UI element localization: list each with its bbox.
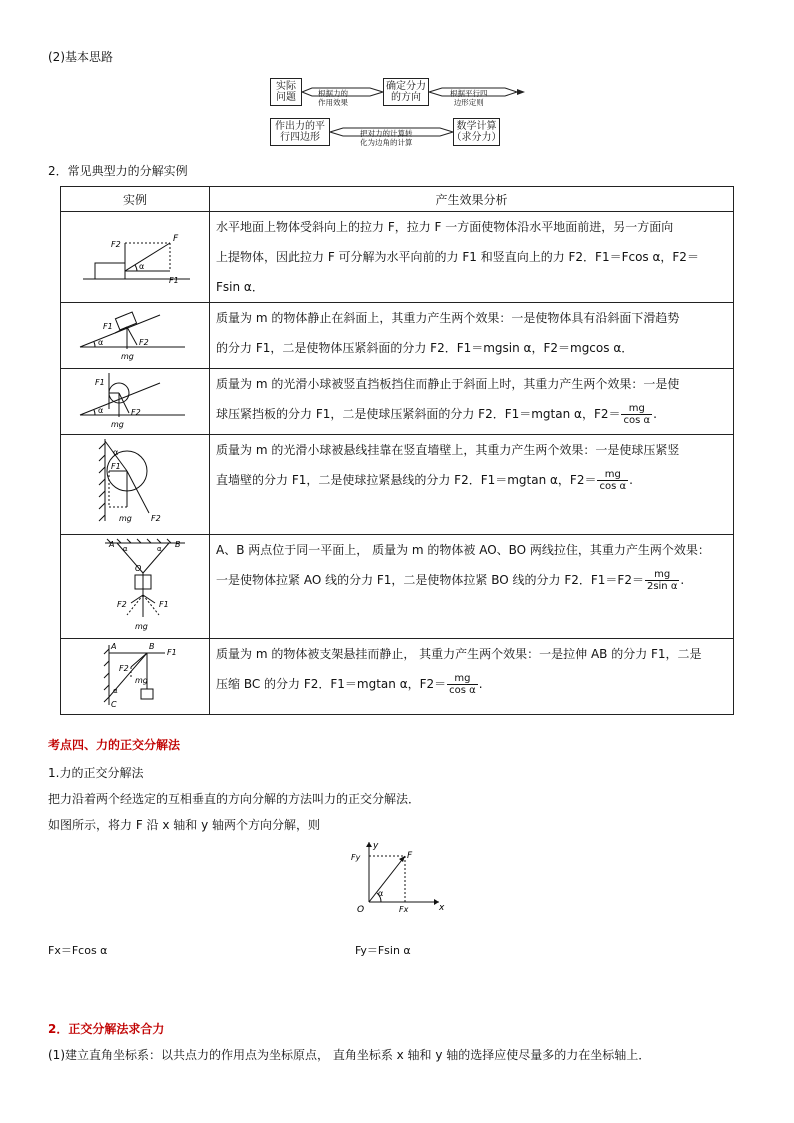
label-alpha: α — [157, 545, 162, 553]
fraction: $\frac{mg}{\text{cos α}}$ — [449, 673, 476, 696]
label-mg: mg — [135, 676, 148, 685]
flow-label-3: 把对力的计算转 化为边角的计算 — [360, 129, 413, 148]
col-analysis: 产生效果分析 — [210, 187, 734, 212]
label-F1: F1 — [103, 322, 113, 331]
label-Fx: Fx — [399, 905, 409, 914]
label-Fy: Fy — [351, 853, 361, 862]
label-F2: F2 — [119, 664, 129, 673]
label-mg: mg — [121, 352, 134, 361]
orthogonal-diagram — [345, 838, 450, 918]
flow-box-actual-problem: 实际 问题 — [270, 78, 302, 106]
label-F2: F2 — [111, 239, 121, 249]
label-alpha: α — [123, 545, 128, 553]
flow-box-parallelogram: 作出力的平 行四边形 — [270, 118, 330, 146]
label-F2: F2 — [139, 338, 149, 347]
paragraph-4: (1)建立直角坐标系：以共点力的作用点为坐标原点， 直角坐标系 x 轴和 y 轴的选择应使尽量多的力在坐标轴上． — [48, 1048, 651, 1062]
paragraph-3: 如图所示，将力 F 沿 x 轴和 y 轴两个方向分解，则 — [48, 818, 320, 832]
analysis-5: A、B 两点位于同一平面上， 质量为 m 的物体被 AO、BO 两线拉住，其重力产生两个效果： 一是使物体拉紧 AO 线的分力 F1，二是使物体拉紧 BO 线的分力 F2．F1＝F2＝ $\frac{mg}{\text{2sin α}}$ . — [210, 535, 734, 639]
flow-label-1: 根据力的 作用效果 — [318, 89, 348, 108]
heading-section-4: 考点四、力的正交分解法 — [48, 738, 181, 752]
label-F1: F1 — [169, 275, 179, 285]
table-row — [61, 369, 734, 435]
flow-arrows — [0, 0, 794, 160]
label-alpha: α — [378, 889, 384, 898]
label-O: O — [357, 905, 365, 915]
flow-box-determine-direction: 确定分力 的方向 — [383, 78, 429, 106]
paragraph-2: 把力沿着两个经选定的互相垂直的方向分解的方法叫力的正交分解法． — [48, 792, 421, 806]
label-alpha: α — [113, 687, 118, 695]
analysis-2: 质量为 m 的物体静止在斜面上，其重力产生两个效果：一是使物体具有沿斜面下滑趋势 的分力 F1，二是使物体压紧斜面的分力 F2．F1＝mgsin α，F2＝mgcos α． — [210, 303, 734, 369]
flow-label-2: 根据平行四 边形定则 — [450, 89, 488, 108]
heading-orthogonal-resultant: 2．正交分解法求合力 — [48, 1022, 165, 1036]
table-header — [61, 187, 734, 212]
label-alpha: α — [139, 261, 145, 271]
col-example: 实例 — [61, 187, 210, 212]
table-row — [61, 535, 734, 639]
label-alpha: α — [113, 448, 119, 457]
label-alpha: α — [98, 338, 104, 347]
flow-box-math: 数学计算 （求分力） — [453, 118, 500, 146]
label-mg: mg — [111, 420, 124, 429]
figure-pull-block — [61, 212, 210, 303]
label-F2: F2 — [117, 600, 127, 609]
analysis-1: 水平地面上物体受斜向上的拉力 F，拉力 F 一方面使物体沿水平地面前进，另一方面向 上提物体，因此拉力 F 可分解为水平向前的力 F1 和竖直向上的力 F2．F1＝Fcos α，F2＝ Fsin α． — [210, 212, 734, 303]
label-mg: mg — [119, 514, 132, 523]
label-F1: F1 — [111, 462, 121, 471]
table-row — [61, 212, 734, 303]
label-O: O — [135, 564, 142, 573]
label-x: x — [439, 903, 445, 913]
fraction: $\frac{mg}{\text{2sin α}}$ — [646, 569, 678, 592]
label-F2: F2 — [151, 514, 161, 523]
analysis-3: 质量为 m 的光滑小球被竖直挡板挡住而静止于斜面上时，其重力产生两个效果：一是使 球压紧挡板的分力 F1，二是使球压紧斜面的分力 F2．F1＝mgtan α，F2＝ $\frac{mg}{\text{cos α}}$ . — [210, 369, 734, 435]
table-row — [61, 435, 734, 535]
figure-ball-incline — [61, 369, 210, 435]
analysis-4: 质量为 m 的光滑小球被悬线挂靠在竖直墙壁上，其重力产生两个效果：一是使球压紧竖 直墙壁的分力 F1，二是使球拉紧悬线的分力 F2．F1＝mgtan α，F2＝ $\frac{mg}{\text{cos α}}$ . — [210, 435, 734, 535]
label-B: B — [149, 642, 155, 651]
label-F2: F2 — [131, 408, 141, 417]
label-mg: mg — [135, 622, 148, 631]
label-B: B — [175, 540, 181, 549]
decomposition-table — [60, 186, 734, 715]
formula-fx: Fx＝Fcos α — [48, 944, 108, 957]
figure-ball-wall — [61, 435, 210, 535]
figure-incline-block — [61, 303, 210, 369]
label-C: C — [111, 700, 117, 709]
label-F1: F1 — [167, 648, 177, 657]
label-y: y — [373, 841, 379, 851]
paragraph-1: 1.力的正交分解法 — [48, 766, 144, 780]
label-F1: F1 — [95, 378, 105, 387]
formula-fy: Fy＝Fsin α — [355, 944, 411, 957]
analysis-6: 质量为 m 的物体被支架悬挂而静止， 其重力产生两个效果：一是拉伸 AB 的分力 F1，二是 压缩 BC 的分力 F2．F1＝mgtan α，F2＝ $\frac{mg}{\text{cos α}}$ . — [210, 639, 734, 715]
label-F: F — [407, 851, 413, 861]
label-A: A — [111, 642, 117, 651]
figure-bracket — [61, 639, 210, 715]
label-F1: F1 — [159, 600, 169, 609]
heading-basic-idea: (2)基本思路 — [48, 50, 113, 64]
figure-two-ropes — [61, 535, 210, 639]
fraction: $\frac{mg}{\text{cos α}}$ — [599, 469, 627, 492]
label-alpha: α — [98, 406, 104, 415]
label-F: F — [173, 233, 179, 244]
fraction: $\frac{mg}{\text{cos α}}$ — [623, 403, 651, 426]
table-row — [61, 303, 734, 369]
table-row — [61, 639, 734, 715]
heading-examples: 2．常见典型力的分解实例 — [48, 164, 188, 178]
label-A: A — [109, 540, 115, 549]
